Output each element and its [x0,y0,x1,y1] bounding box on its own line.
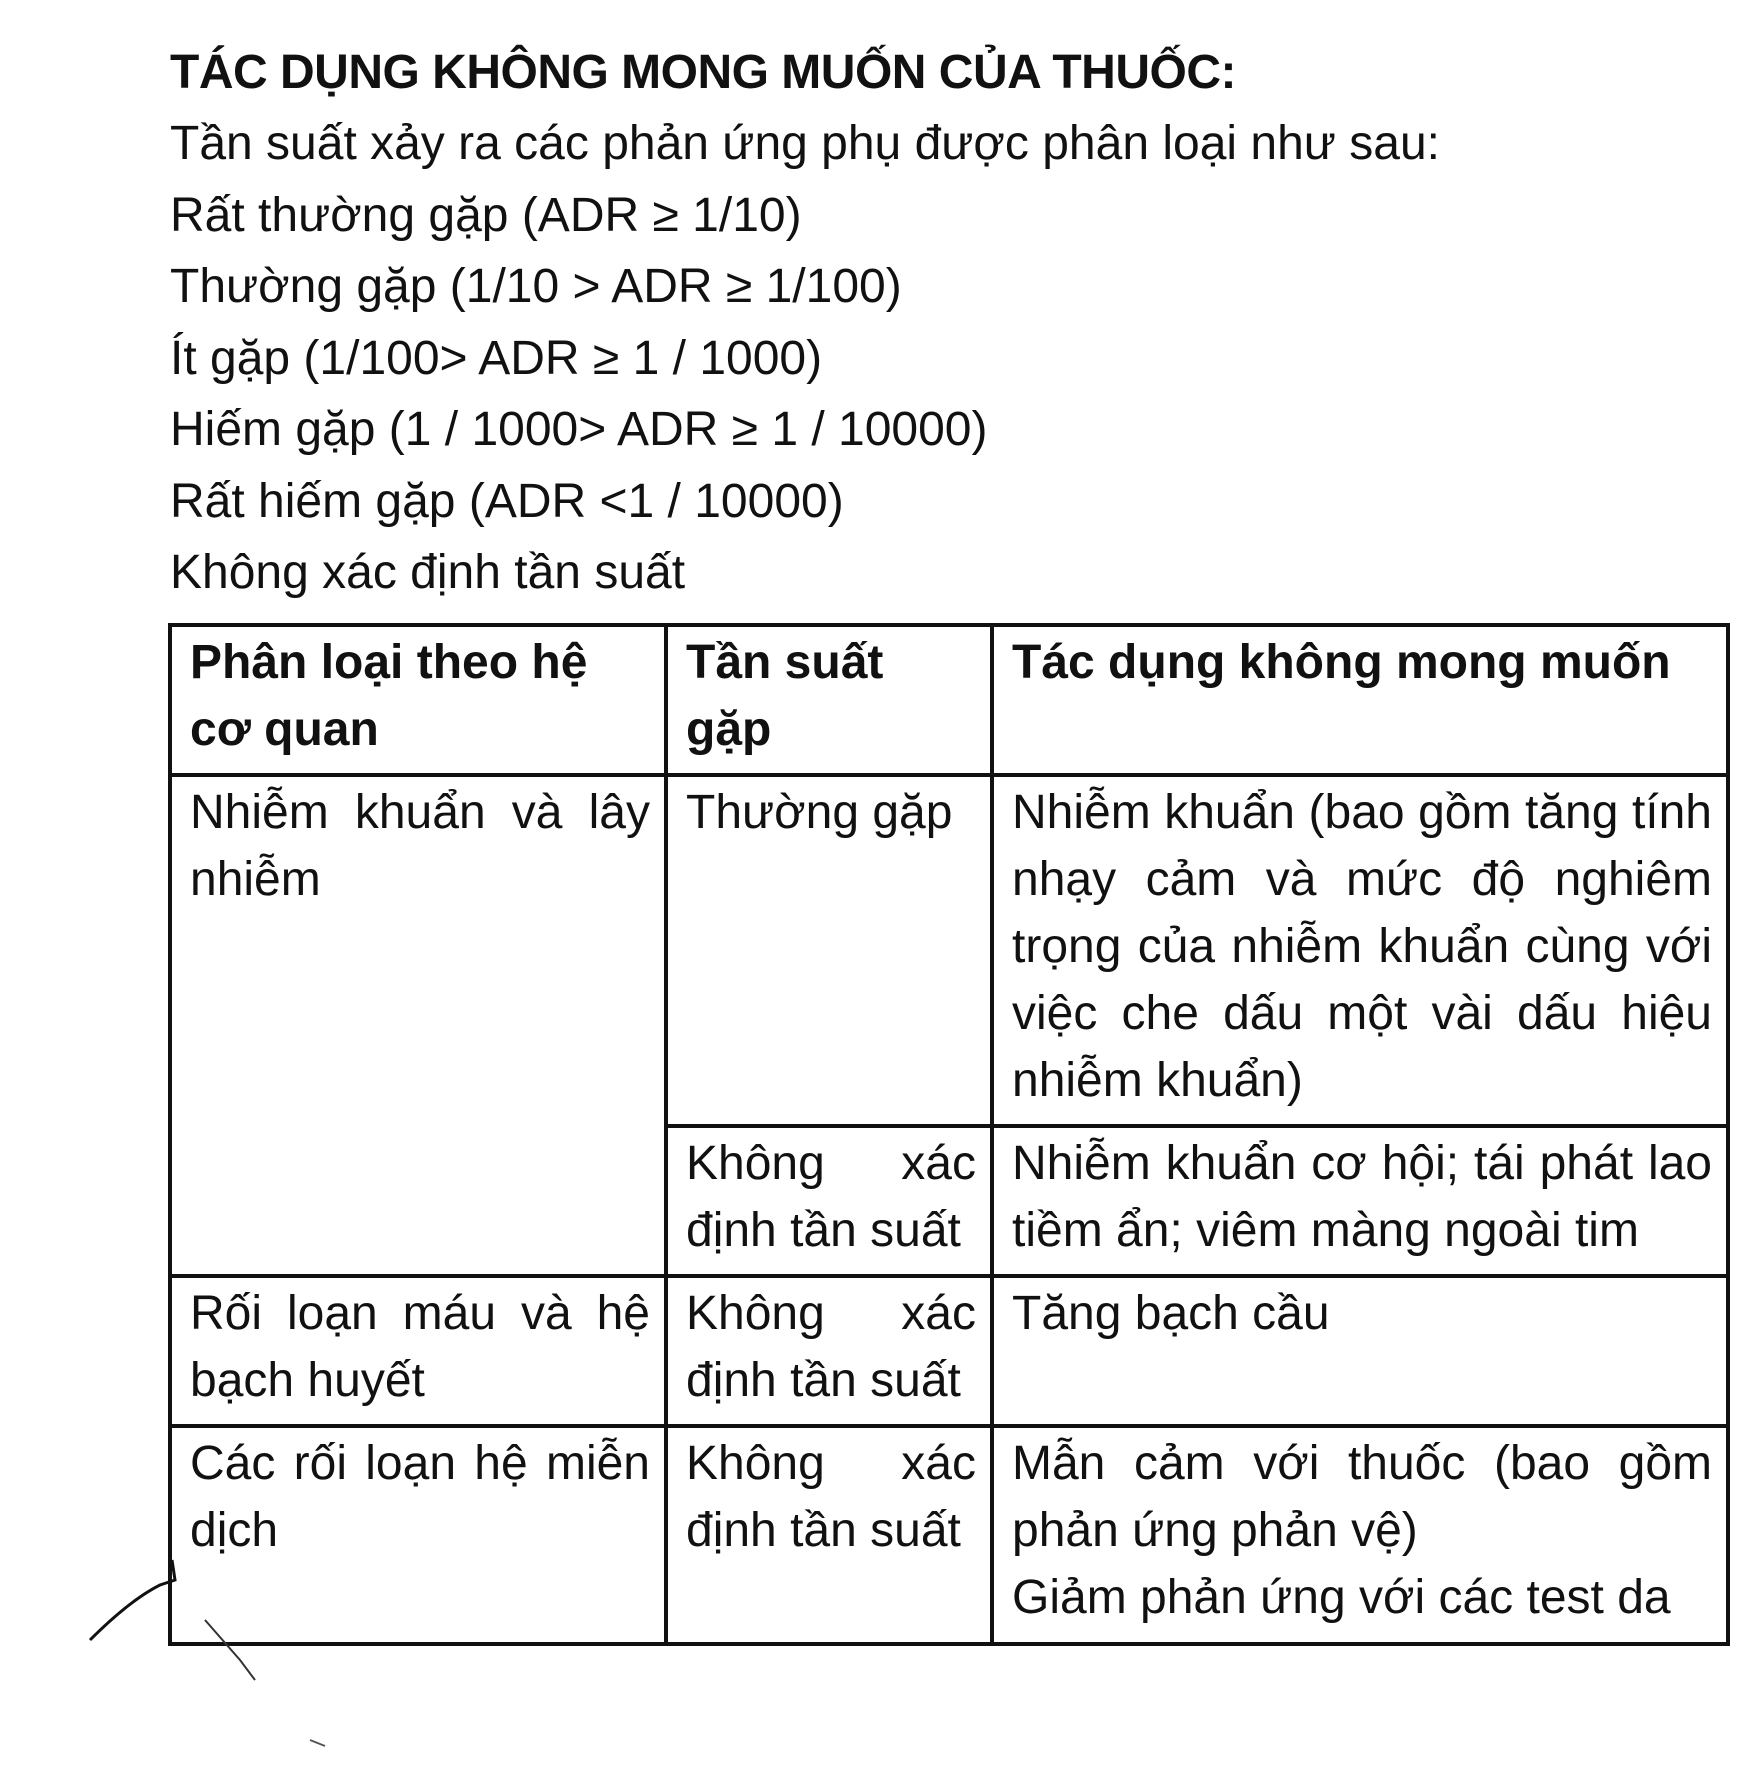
cell-frequency: Không xác định tần suất [666,1126,992,1276]
intro-line-frequency-classification: Tần suất xảy ra các phản ứng phụ được phân loại như sau: [170,117,1440,170]
header-organ-class: Phân loại theo hệ cơ quan [170,625,666,775]
cell-organ-infections: Nhiễm khuẩn và lây nhiễm [170,775,666,1276]
intro-line-rare: Hiếm gặp (1 / 1000> ADR ≥ 1 / 10000) [170,403,988,456]
table-row [170,775,1728,1126]
adverse-effects-table [168,623,1730,1646]
intro-line-very-rare: Rất hiếm gặp (ADR <1 / 10000) [170,474,844,528]
pen-stroke-mark [90,1560,175,1640]
cell-effect: Nhiễm khuẩn cơ hội; tái phát lao tiềm ẩn; viêm màng ngoài tim [992,1126,1728,1276]
intro-line-unknown: Không xác định tần suất [170,546,686,599]
pen-stroke-mark [310,1740,325,1746]
intro-line-very-common: Rất thường gặp (ADR ≥ 1/10) [170,188,802,242]
intro-line-uncommon: Ít gặp (1/100> ADR ≥ 1 / 1000) [170,331,823,385]
cell-effect: Nhiễm khuẩn (bao gồm tăng tính nhạy cảm và mức độ nghiêm trọng của nhiễm khuẩn cùng với việc che dấu một vài dấu hiệu nhiễm khuẩn) [992,775,1728,1126]
effect-line: Mẫn cảm với thuốc (bao gồm phản ứng phản vệ) [1012,1437,1712,1557]
cell-organ-immune: Các rối loạn hệ miễn dịch [170,1426,666,1644]
effect-line: Giảm phản ứng với các test da [1012,1571,1671,1624]
section-title: TÁC DỤNG KHÔNG MONG MUỐN CỦA THUỐC: [170,46,1236,99]
table-row [170,1426,1728,1644]
cell-effect [992,1426,1728,1644]
table-header-row [170,625,1728,775]
intro-line-common: Thường gặp (1/10 > ADR ≥ 1/100) [170,260,902,313]
cell-frequency: Không xác định tần suất [666,1276,992,1426]
cell-organ-blood-lymph: Rối loạn máu và hệ bạch huyết [170,1276,666,1426]
document-body [170,38,1730,609]
cell-frequency: Thường gặp [666,775,992,1126]
header-adverse-effect: Tác dụng không mong muốn [992,625,1728,775]
cell-frequency: Không xác định tần suất [666,1426,992,1644]
table-row [170,1276,1728,1426]
cell-effect: Tăng bạch cầu [992,1276,1728,1426]
header-frequency: Tần suất gặp [666,625,992,775]
